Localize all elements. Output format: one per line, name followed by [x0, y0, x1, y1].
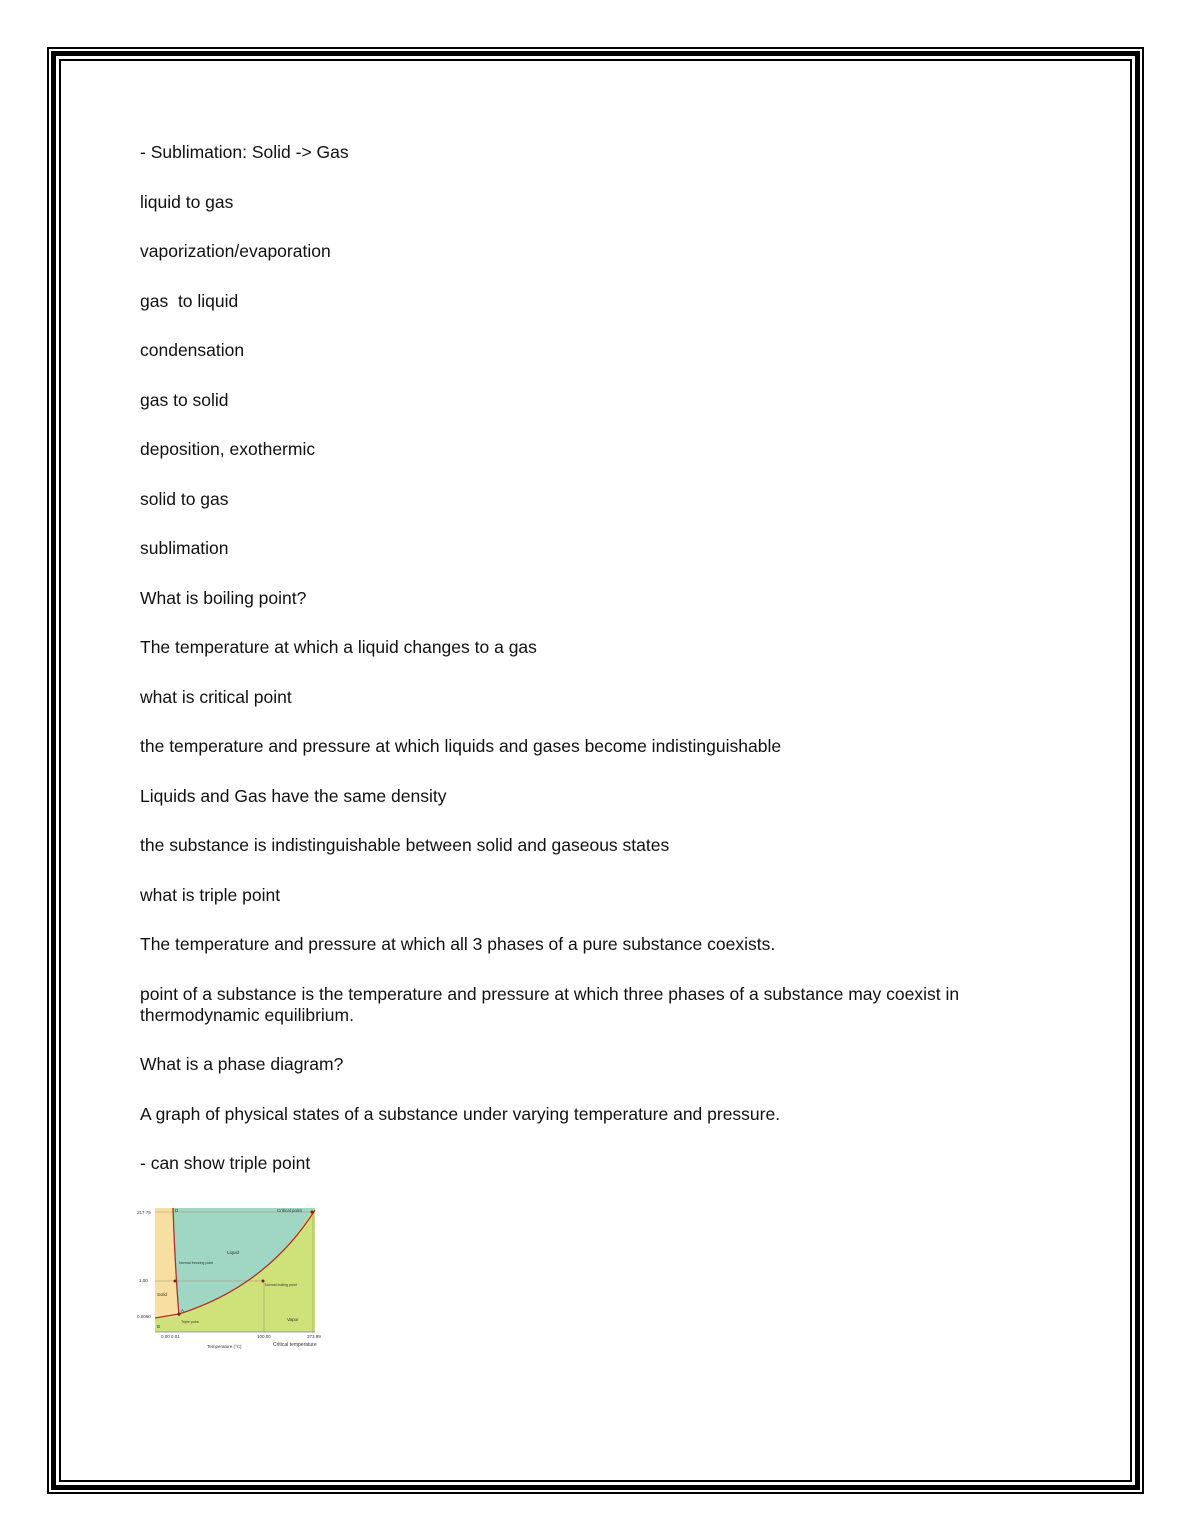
text-line: What is boiling point?: [140, 587, 307, 608]
text-line: The temperature at which a liquid changes to a gas: [140, 637, 537, 657]
x-tick: 373.99: [307, 1334, 321, 1339]
label-critical-point: Critical point: [277, 1208, 302, 1213]
text-line: what is triple point: [140, 884, 281, 905]
text-line: sublimation: [140, 538, 229, 558]
text-line: the substance is indistinguishable between solid and gaseous states: [140, 835, 670, 855]
text-line: deposition, exothermic: [140, 439, 316, 459]
text-line: What is a phase diagram?: [140, 1054, 344, 1074]
label-normal-boiling: Normal boiling point: [265, 1283, 297, 1287]
label-liquid: Liquid: [227, 1250, 240, 1255]
document-body: [140, 142, 1050, 1203]
point-label: A: [181, 1308, 185, 1313]
point-label: D: [175, 1208, 179, 1213]
x-axis-label: Temperature (°C): [207, 1344, 242, 1349]
text-line: Liquids and Gas have the same density: [140, 785, 447, 806]
text-line: The temperature and pressure at which all 3 phases of a pure substance coexists.: [140, 934, 776, 954]
text-line: solid to gas: [140, 488, 229, 509]
text-line: condensation: [140, 340, 245, 360]
x-tick: 100.00: [257, 1334, 271, 1339]
text-line: liquid to gas: [140, 191, 234, 212]
y-tick: 0.0060: [137, 1314, 151, 1319]
text-line: point of a substance is the temperature and pressure at which three phases of a substance may coexist in thermodynamic equilibrium.: [140, 983, 960, 1025]
y-tick: 1.00: [139, 1278, 148, 1283]
label-vapor: Vapor: [287, 1317, 299, 1322]
y-tick: 217.75: [137, 1210, 151, 1215]
label-normal-freezing: Normal freezing point: [179, 1261, 214, 1265]
text-line: gas to liquid: [140, 290, 239, 311]
text-line: the temperature and pressure at which liquids and gases become indistinguishable: [140, 736, 782, 756]
point-label: B: [157, 1324, 161, 1329]
label-triple-point: Triple point: [181, 1320, 199, 1324]
x-tick: 0.00 0.01: [161, 1334, 180, 1339]
label-solid: Solid: [157, 1292, 168, 1297]
text-line: what is critical point: [140, 686, 292, 707]
text-line: A graph of physical states of a substance under varying temperature and pressure.: [140, 1103, 781, 1124]
text-line: - can show triple point: [140, 1153, 311, 1173]
phase-diagram-image: [137, 1206, 323, 1356]
text-line: gas to solid: [140, 389, 229, 410]
text-line: - Sublimation: Solid -> Gas: [140, 142, 349, 162]
label-critical-temp: Critical temperature: [273, 1342, 317, 1348]
text-line: vaporization/evaporation: [140, 241, 331, 261]
